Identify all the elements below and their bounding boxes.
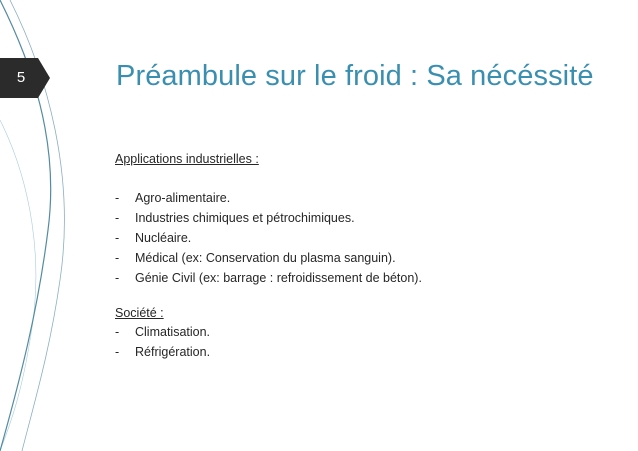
list-marker: - bbox=[115, 325, 120, 339]
list-marker: - bbox=[115, 251, 120, 265]
list-marker: - bbox=[115, 211, 120, 225]
list-item-text: Génie Civil (ex: barrage : refroidissement de béton). bbox=[135, 271, 422, 285]
list-item bbox=[115, 188, 422, 208]
decor-curve-thin bbox=[0, 120, 36, 451]
list-item-text: Agro-alimentaire. bbox=[135, 191, 231, 205]
list-item bbox=[115, 208, 422, 228]
list-marker: - bbox=[115, 345, 120, 359]
list-item-text: Réfrigération. bbox=[135, 345, 211, 359]
list-item-text: Climatisation. bbox=[135, 325, 211, 339]
list-item bbox=[115, 322, 422, 342]
section-heading-societe: Société : bbox=[115, 306, 164, 320]
list-item bbox=[115, 248, 422, 268]
list-marker: - bbox=[115, 191, 120, 205]
page-title: Préambule sur le froid : Sa nécéssité bbox=[116, 60, 594, 92]
section-heading-applications: Applications industrielles : bbox=[115, 152, 259, 166]
list-marker: - bbox=[115, 271, 120, 285]
list-item-text: Médical (ex: Conservation du plasma sanguin). bbox=[135, 251, 396, 265]
list-item bbox=[115, 342, 422, 362]
list-item-text: Nucléaire. bbox=[135, 231, 192, 245]
page-number: 5 bbox=[16, 69, 26, 86]
list-item-text: Industries chimiques et pétrochimiques. bbox=[135, 211, 355, 225]
slide-body bbox=[115, 150, 422, 362]
list-marker: - bbox=[115, 231, 120, 245]
list-item bbox=[115, 268, 422, 288]
list-item bbox=[115, 228, 422, 248]
